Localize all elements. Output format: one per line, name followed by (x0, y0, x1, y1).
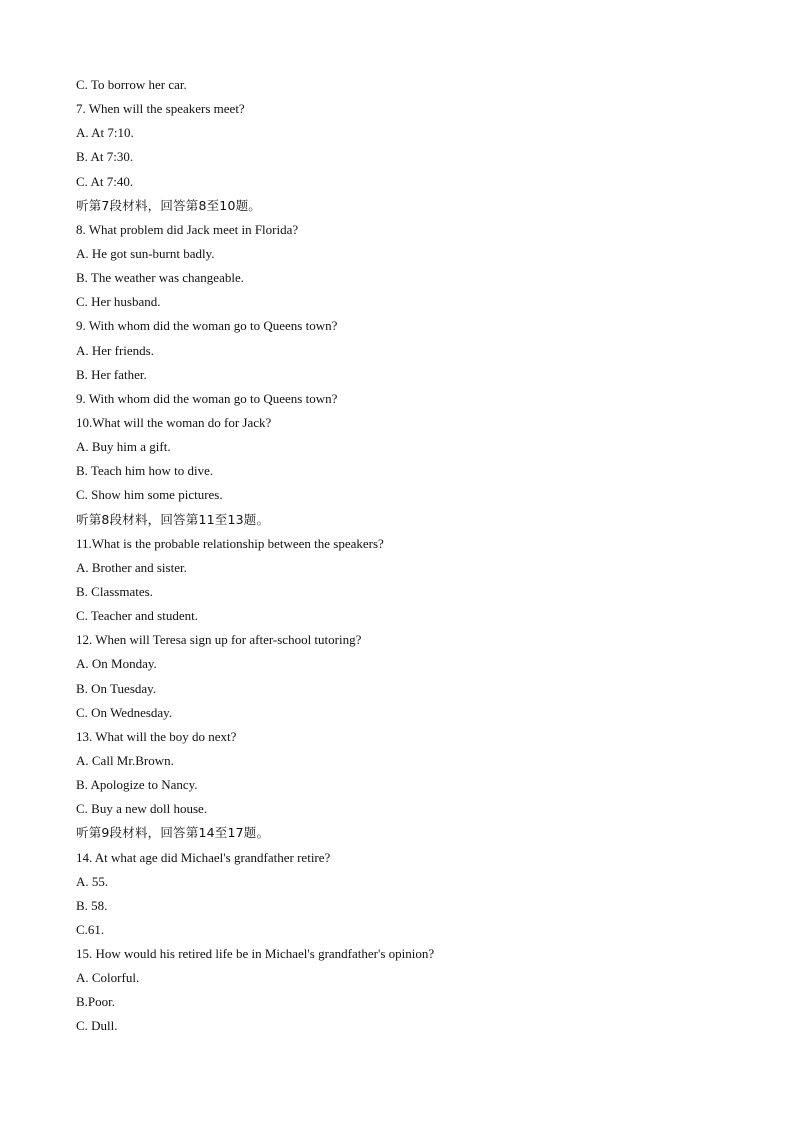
answer-option: C. Dull. (76, 1018, 118, 1034)
answer-option: A. Call Mr.Brown. (76, 752, 174, 768)
answer-option: A. Buy him a gift. (76, 439, 171, 455)
answer-option: C. Buy a new doll house. (76, 801, 208, 817)
answer-option: B. At 7:30. (76, 149, 134, 165)
answer-option: B. Classmates. (76, 583, 153, 599)
answer-option: B. Her father. (76, 366, 147, 382)
question-text: 10.What will the woman do for Jack? (76, 414, 272, 430)
answer-option: A. He got sun-burnt badly. (76, 245, 215, 261)
section-instruction: 听第9段材料，回答第14至17题。 (76, 825, 270, 841)
section-instruction: 听第7段材料，回答第8至10题。 (76, 197, 262, 213)
answer-option: C. Show him some pictures. (76, 487, 223, 503)
answer-option: C. Her husband. (76, 294, 161, 310)
answer-option: A. On Monday. (76, 656, 157, 672)
answer-option: A. Brother and sister. (76, 559, 187, 575)
question-text: 13. What will the boy do next? (76, 728, 237, 744)
answer-option: B. On Tuesday. (76, 680, 157, 696)
question-text: 12. When will Teresa sign up for after-school tutoring? (76, 632, 362, 648)
answer-option: C. To borrow her car. (76, 77, 187, 92)
question-text: 7. When will the speakers meet? (76, 101, 245, 117)
answer-option: B. Apologize to Nancy. (76, 777, 198, 793)
document-page (76, 74, 736, 1040)
question-text: 9. With whom did the woman go to Queens town? (76, 390, 338, 406)
answer-option: C.61. (76, 921, 105, 937)
answer-option: A. 55. (76, 873, 109, 889)
question-text: 11.What is the probable relationship between the speakers? (76, 535, 384, 551)
answer-option: C. On Wednesday. (76, 704, 173, 720)
question-text: 15. How would his retired life be in Michael's grandfather's opinion? (76, 946, 435, 962)
answer-option: B. The weather was changeable. (76, 270, 244, 286)
answer-option: B. 58. (76, 897, 108, 913)
answer-option: C. At 7:40. (76, 173, 134, 189)
question-text: 9. With whom did the woman go to Queens town? (76, 318, 338, 334)
question-text: 14. At what age did Michael's grandfather retire? (76, 849, 331, 865)
answer-option: A. At 7:10. (76, 125, 134, 141)
answer-option: C. Teacher and student. (76, 608, 198, 624)
section-instruction: 听第8段材料，回答第11至13题。 (76, 511, 270, 527)
answer-option: A. Colorful. (76, 970, 140, 986)
answer-option: B. Teach him how to dive. (76, 463, 214, 479)
answer-option: A. Her friends. (76, 342, 154, 358)
answer-option: B.Poor. (76, 994, 116, 1010)
question-text: 8. What problem did Jack meet in Florida? (76, 221, 299, 237)
